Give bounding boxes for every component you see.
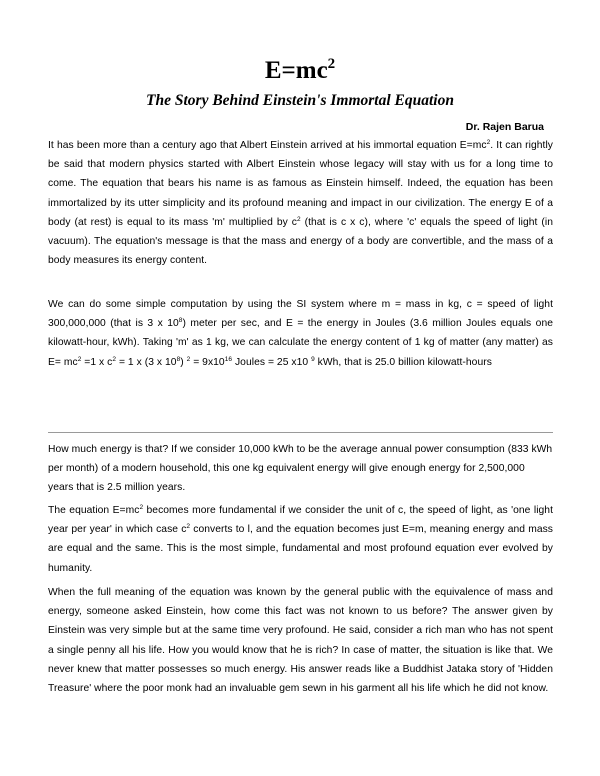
paragraph-2-text-g: Joules = 25 x10 <box>232 356 312 368</box>
paragraph-3-text: How much energy is that? If we consider 10,000 kWh to be the average annual power consumption (833 kWh per month) of a modern household, this one kg equivalent energy will give enough energy for 2,500,000 years that is 2.5 million years. <box>48 444 553 494</box>
author-name: Dr. Rajen Barua <box>465 121 544 133</box>
paragraph-2 <box>48 295 553 372</box>
paragraph-1-text-a: It has been more than a century ago that Albert Einstein arrived at his immortal equation E=mc <box>48 140 487 151</box>
superscript: 2 <box>77 355 82 363</box>
superscript: 9 <box>311 355 315 363</box>
superscript: 2 <box>139 504 144 511</box>
paragraph-3 <box>48 440 553 498</box>
superscript: 2 <box>186 355 191 363</box>
paragraph-2-text-b: ) meter per sec, and E = the energy in Joules (3.6 million Joules equals one kilowatt-hour, kWh). Taking 'm' as 1 kg, we can calculate the energy content of 1 kg of matter (any matter) as E= mc <box>48 318 553 368</box>
paragraph-2-text-d: = 1 x (3 x 10 <box>116 356 177 368</box>
paragraph-2-text-c: =1 x c <box>81 356 113 368</box>
paragraph-2-text-h: kWh, that is 25.0 billion kilowatt-hours <box>314 356 492 368</box>
superscript: 16 <box>224 355 233 363</box>
paragraph-4-text-a: The equation E=mc <box>48 505 140 516</box>
paragraph-2-text-e: ) <box>180 356 187 368</box>
superscript: 2 <box>486 139 491 146</box>
title-base: E=mc <box>264 57 328 84</box>
paragraph-1-text-b: . It can rightly be said that modern physics started with Albert Einstein whose legacy will stay with us for a long time to come. The equation that bears his name is as famous as Einstein himself. Indeed, the equation has been immortalized by its utter simplicity and its profound meaning and impact in our civilization. The energy E of a body (at rest) is equal to its mass 'm' multiplied by c <box>48 140 553 228</box>
paragraph-2-text-f: = 9x10 <box>190 356 225 368</box>
page-subtitle: The Story Behind Einstein's Immortal Equation <box>146 92 454 109</box>
superscript: 8 <box>176 355 181 363</box>
superscript: 2 <box>296 215 301 223</box>
superscript: 2 <box>186 523 191 531</box>
title-superscript: 2 <box>327 56 336 72</box>
paragraph-4-text-b: becomes more fundamental if we consider the unit of c, the speed of light, as 'one light year per year' in which case c <box>48 505 553 536</box>
paragraph-1 <box>48 136 553 270</box>
page-title <box>0 56 600 86</box>
paragraph-5-text: When the full meaning of the equation was known by the general public with the equivalence of mass and energy, someone asked Einstein, how come this fact was not known to us before? The answer given by Einstein was very simple but at the same time very profound. He said, consider a rich man who has not spent a single penny all his life. How you would know that he is rich? In case of matter, the situation is like that. We never knew that matter possesses so much energy. His answer reads like a Buddhist Jataka story of 'Hidden Treasure' where the poor monk had an invaluable gem sewn in his garment all his life which he did not know. <box>48 587 553 695</box>
superscript: 2 <box>112 355 117 363</box>
paragraph-4 <box>48 501 553 578</box>
paragraph-2-text-a: We can do some simple computation by using the SI system where m = mass in kg, c = speed of light 300,000,000 (that is 3 x 10 <box>48 299 553 330</box>
superscript: 8 <box>178 317 183 325</box>
paragraph-5 <box>48 583 553 698</box>
paragraph-4-text-c: converts to l, and the equation becomes just E=m, meaning energy and mass are equal and the same. This is the most simple, fundamental and most profound equation ever evolved by humanity. <box>48 524 553 574</box>
paragraph-1-text-c: (that is c x c), where 'c' equals the speed of light (in vacuum). The equation's message is that the mass and energy of a body are convertible, and the mass of a body measures its energy content. <box>48 216 553 267</box>
section-divider <box>48 432 553 433</box>
